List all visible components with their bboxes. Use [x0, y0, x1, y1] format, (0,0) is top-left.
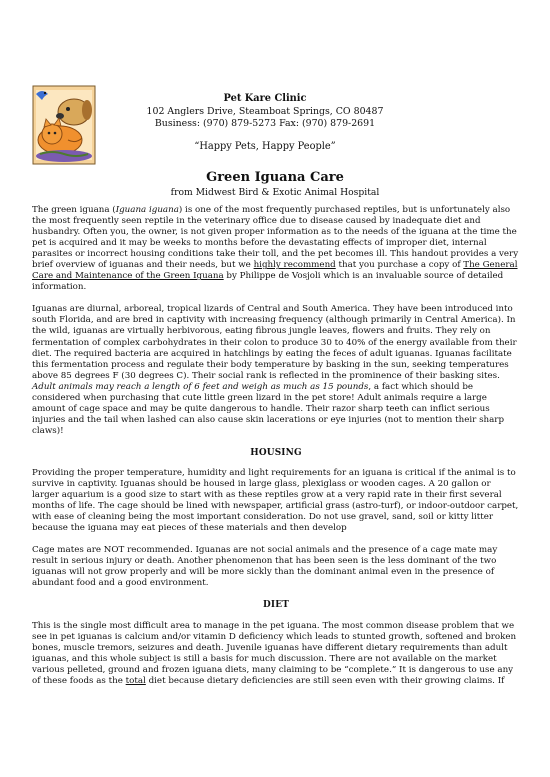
- clinic-header: [100, 93, 430, 153]
- total-diet: total: [125, 675, 146, 686]
- intro-text-2: ) is one of the most frequently purchased reptiles, but is unfortunately also the most frequently seen reptile in the veterinary office due to disease caused by inadequate diet and husbandry. Often you, the owner, is not given proper information as to the needs of the iguana at the time the pet is acquired and it may be weeks to months before the devastating effects of improper diet, internal parasites or incorrect housing conditions take their toll, and the pet becomes ill. This handout provides a very brief overview of iguanas and their needs, but we: [32, 205, 519, 271]
- document-body: [32, 205, 520, 698]
- housing-heading: HOUSING: [250, 447, 302, 458]
- diet-heading: DIET: [262, 600, 290, 611]
- overview-text-2: , a fact which should be considered when purchasing that cute little green lizard in the pet store! Adult animals require a large amount of cage space and may be quite dangerous to handle. Their razor sharp teeth can inflict serious injuries and the tail when lashed can also cause skin lacerations or eye injuries (not to mention their sharp claws)!: [32, 381, 505, 436]
- document-title: Green Iguana Care: [206, 170, 344, 185]
- housing-paragraph-1: Providing the proper temperature, humidity and light requirements for an iguana is critical if the animal is to survive in captivity. Iguanas should be housed in large glass, plexiglass or wooden cages. A 20 gallon or larger aquarium is a good size to start with as these reptiles grow at a very rapid rate in their first several months of life. The cage should be lined with newspaper, artificial grass (astro-turf), or indoor-outdoor carpet, with ease of cleaning being the most important consideration. Do not use gravel, sand, soil or kitty litter because the iguana may eat pieces of these materials and then develop: [32, 467, 519, 534]
- intro-text-1: The green iguana (: [32, 205, 116, 215]
- intro-text-4: by Philippe de Vosjoli which is an invaluable source of detailed information.: [32, 271, 504, 293]
- clinic-address: 102 Anglers Drive, Steamboat Springs, CO 80487: [146, 105, 384, 117]
- diet-paragraph: [32, 621, 520, 687]
- book-title: The General Care and Maintenance of the Green Iguana: [32, 260, 518, 282]
- clinic-logo: [30, 82, 100, 168]
- overview-paragraph: [32, 304, 520, 437]
- highly-recommend: highly recommend: [253, 260, 336, 271]
- housing-paragraph-2: Cage mates are NOT recommended. Iguanas are not social animals and the presence of a cage mate may result in serious injury or death. Another phenomenon that has been seen is the less dominant of the two iguanas will not grow properly and will be more sickly than the dominant animal even in the presence of abundant food and a good environment.: [32, 545, 498, 589]
- clinic-phone: Business: (970) 879-5273 Fax: (970) 879-2691: [154, 118, 376, 130]
- overview-text-1: Iguanas are diurnal, arboreal, tropical lizards of Central and South America. They have been introduced into south Florida, and are bred in captivity with increasing frequency (although primarily in Central America). In the wild, iguanas are virtually herbivorous, eating fibrous jungle leaves, flowers and fruits. They rely on fermentation of complex carbohydrates in their colon to produce 30 to 40% of the energy available from their diet. The required bacteria are acquired in hatchlings by eating the feces of adult iguanas. Iguanas facilitate this fermentation process and regulate their body temperature by basking in the sun, seeking temperatures above 85 degrees F (30 degrees C). Their social rank is reflected in the prominence of their basking sites.: [32, 304, 517, 381]
- adult-size-note: Adult animals may reach a length of 6 feet and weigh as much as 15 pounds: [32, 381, 369, 392]
- clinic-name: Pet Kare Clinic: [223, 93, 307, 104]
- clinic-motto: “Happy Pets, Happy People”: [194, 140, 336, 152]
- intro-text-3: that you purchase a copy of: [335, 260, 464, 271]
- diet-text-2: diet because dietary deficiencies are still seen even with their growing claims. If: [145, 675, 505, 686]
- scientific-name: Iguana iguana: [115, 205, 179, 215]
- diet-text-1: This is the single most difficult area to manage in the pet iguana. The most common disease problem that we see in pet iguanas is calcium and/or vitamin D deficiency which leads to stunted growth, softened and broken bones, muscle tremors, seizures and death. Juvenile iguanas have different dietary requirements than adult iguanas, and this whole subject is still a basis for much discussion. There are not available on the market various pelleted, ground and frozen iguana diets, many claiming to be “complete.” It is dangerous to use any of these foods as the: [32, 620, 517, 686]
- document-subtitle: from Midwest Bird & Exotic Animal Hospital: [170, 187, 380, 198]
- intro-paragraph: [32, 205, 520, 293]
